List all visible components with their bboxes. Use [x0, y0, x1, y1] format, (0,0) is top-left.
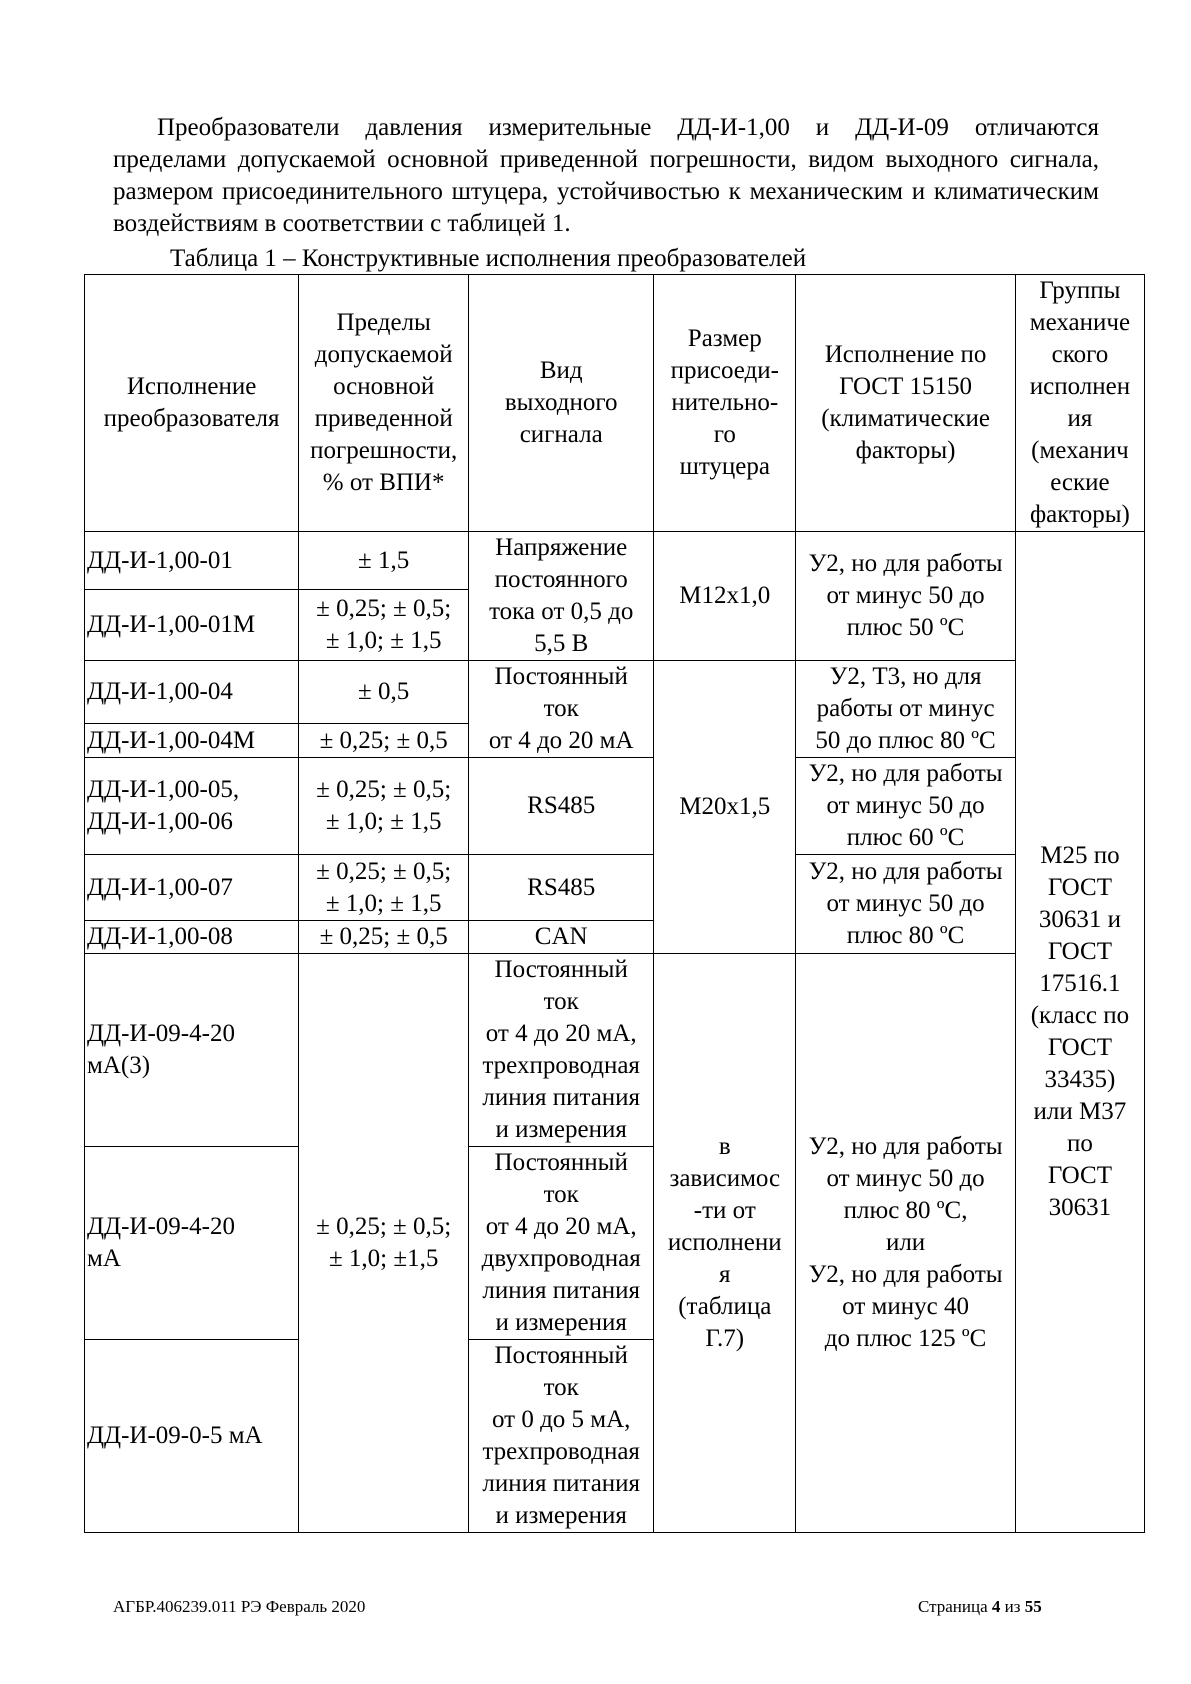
cell-signal: Постоянный ток от 4 до 20 мА, двухпроводная линия питания и измерения — [469, 1147, 654, 1340]
cell-signal: RS485 — [469, 758, 654, 855]
page-word: Страница — [918, 1597, 988, 1616]
footer-page-number — [918, 1597, 1042, 1617]
header-mech-group: Группы механиче ского исполнен ия (механич еские факторы) — [1015, 275, 1144, 532]
table-row — [85, 954, 1145, 1147]
cell-signal: Постоянный ток от 4 до 20 мА, трехпроводная линия питания и измерения — [469, 954, 654, 1147]
cell-variant: ДД-И-1,00-05, ДД-И-1,00-06 — [85, 758, 299, 855]
cell-error: ± 0,25; ± 0,5; ± 1,0; ± 1,5 — [299, 758, 469, 855]
page-current: 4 — [991, 1597, 1001, 1616]
table-row — [85, 661, 1145, 724]
intro-paragraph — [113, 112, 1099, 240]
footer-doc-id: АГБР.406239.011 РЭ Февраль 2020 — [113, 1597, 366, 1616]
table-row — [85, 758, 1145, 855]
cell-variant: ДД-И-1,00-04 — [85, 661, 299, 724]
cell-signal: CAN — [469, 921, 654, 954]
table-header-row — [85, 275, 1145, 532]
table-caption: Таблица 1 – Конструктивные исполнения преобразователей — [170, 245, 807, 272]
cell-climate: У2, но для работы от минус 50 до плюс 60 ºС — [796, 758, 1016, 855]
cell-climate: У2, но для работы от минус 50 до плюс 50 ºС — [796, 532, 1016, 661]
cell-variant: ДД-И-09-4-20 мА(3) — [85, 954, 299, 1147]
table-row — [85, 532, 1145, 590]
cell-variant: ДД-И-1,00-08 — [85, 921, 299, 954]
cell-fitting: в зависимос -ти от исполнени я (таблица Г.7) — [654, 954, 796, 1533]
cell-climate: У2, Т3, но для работы от минус 50 до плюс 80 ºС — [796, 661, 1016, 758]
table-row — [85, 855, 1145, 921]
cell-signal: Постоянный ток от 0 до 5 мА, трехпроводная линия питания и измерения — [469, 1340, 654, 1533]
cell-variant: ДД-И-1,00-04М — [85, 724, 299, 758]
cell-fitting: М12х1,0 — [654, 532, 796, 661]
header-climate: Исполнение по ГОСТ 15150 (климатические факторы) — [796, 275, 1016, 532]
spec-table — [84, 274, 1145, 1533]
page-total: 55 — [1024, 1597, 1042, 1616]
cell-climate: У2, но для работы от минус 50 до плюс 80 ºС, или У2, но для работы от минус 40 до плюс 125 ºС — [796, 954, 1016, 1533]
header-output-signal: Вид выходного сигнала — [469, 275, 654, 532]
header-fitting-size: Размер присоеди- нительно- го штуцера — [654, 275, 796, 532]
cell-signal: RS485 — [469, 855, 654, 921]
cell-mech-group: М25 по ГОСТ 30631 и ГОСТ 17516.1 (класс по ГОСТ 33435) или М37 по ГОСТ 30631 — [1015, 532, 1144, 1533]
cell-error: ± 0,25; ± 0,5; ± 1,0; ± 1,5 — [299, 590, 469, 661]
cell-error: ± 0,5 — [299, 661, 469, 724]
page-of-word: из — [1004, 1597, 1021, 1616]
cell-error: ± 0,25; ± 0,5 — [299, 724, 469, 758]
cell-variant: ДД-И-1,00-01М — [85, 590, 299, 661]
intro-text: Преобразователи давления измерительные ДД-И-1,00 и ДД-И-09 отличаются пределами допускаемой основной приведенной погрешности, видом выходного сигнала, размером присоединительного штуцера, устойчивостью к механическим и климатическим воздействиям в соответствии с таблицей 1. — [113, 114, 1099, 237]
header-variant: Исполнение преобразователя — [85, 275, 299, 532]
cell-signal: Постоянный ток от 4 до 20 мА — [469, 661, 654, 758]
cell-variant: ДД-И-09-0-5 мА — [85, 1340, 299, 1533]
cell-fitting: М20х1,5 — [654, 661, 796, 954]
cell-error: ± 1,5 — [299, 532, 469, 590]
cell-climate: У2, но для работы от минус 50 до плюс 80 ºС — [796, 855, 1016, 954]
header-error-limits: Пределы допускаемой основной приведенной погрешности, % от ВПИ* — [299, 275, 469, 532]
cell-signal: Напряжение постоянного тока от 0,5 до 5,5 В — [469, 532, 654, 661]
cell-error: ± 0,25; ± 0,5; ± 1,0; ± 1,5 — [299, 855, 469, 921]
cell-variant: ДД-И-1,00-01 — [85, 532, 299, 590]
cell-error: ± 0,25; ± 0,5; ± 1,0; ±1,5 — [299, 954, 469, 1533]
cell-error: ± 0,25; ± 0,5 — [299, 921, 469, 954]
cell-variant: ДД-И-09-4-20 мА — [85, 1147, 299, 1340]
cell-variant: ДД-И-1,00-07 — [85, 855, 299, 921]
